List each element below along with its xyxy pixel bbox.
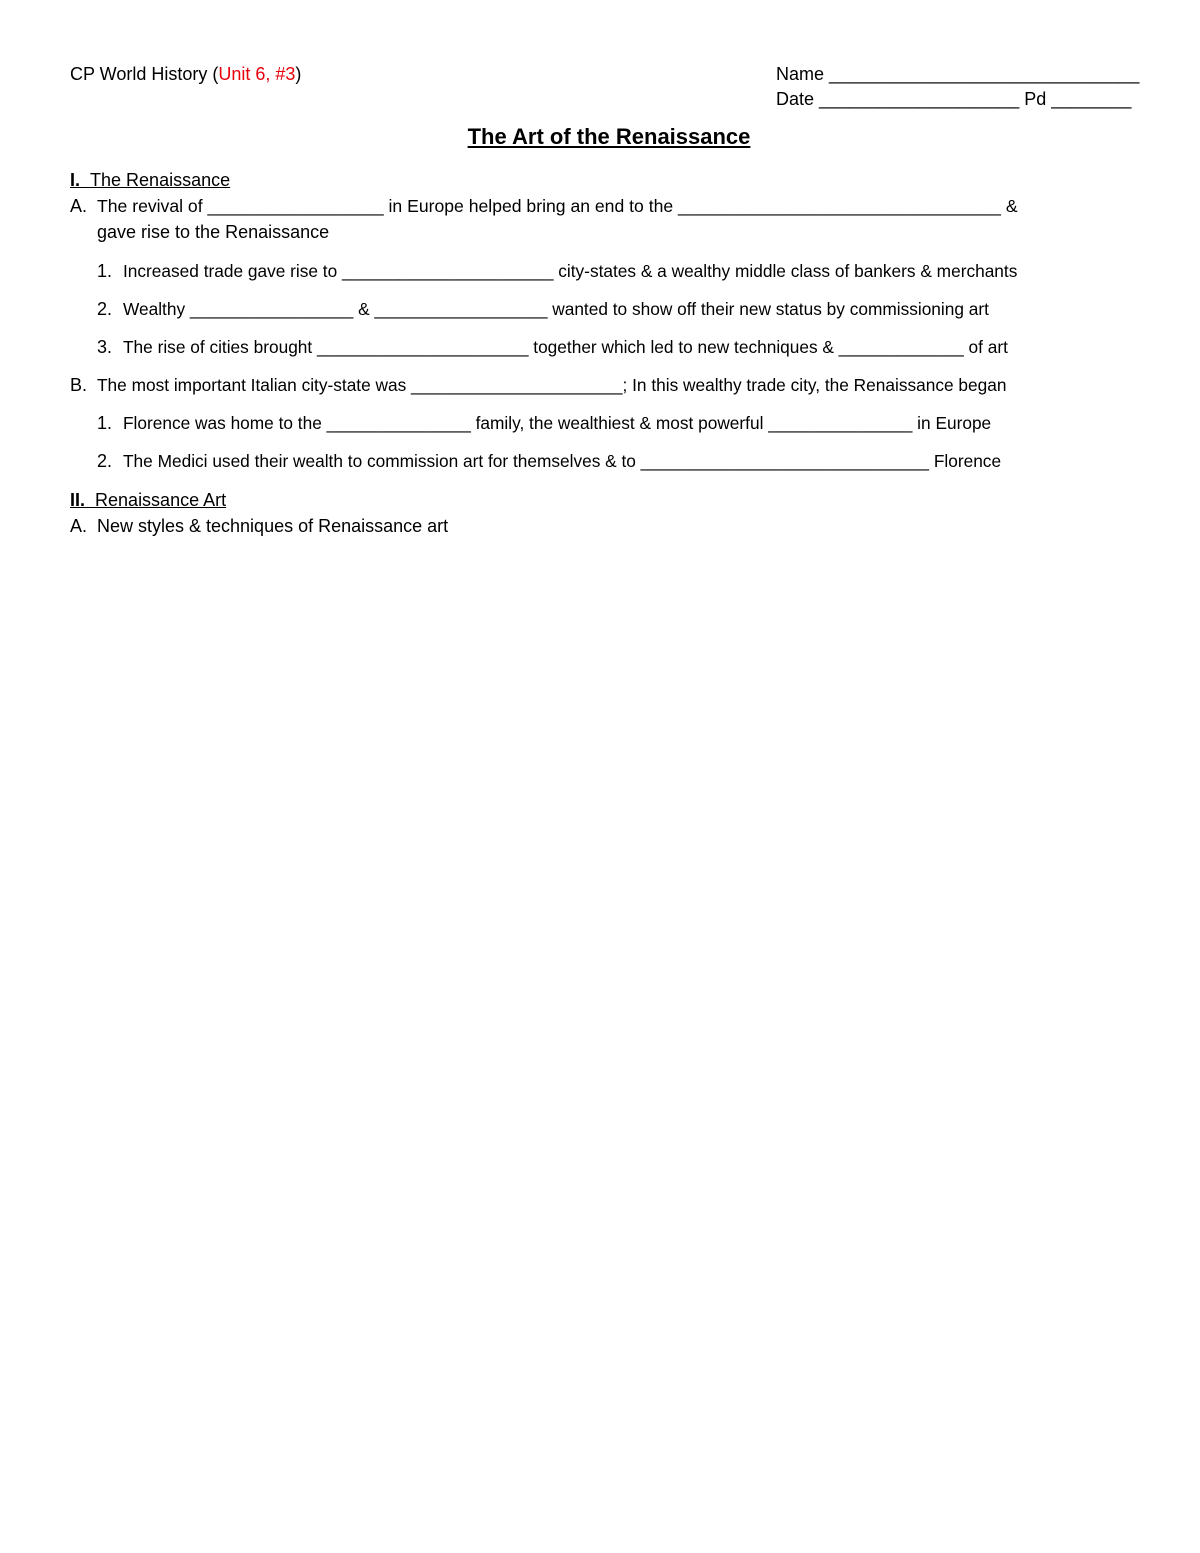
item-b1-marker: 1. <box>97 413 113 433</box>
item-a1-marker: 1. <box>97 261 113 281</box>
section-2-a-line: New styles & techniques of Renaissance art <box>97 516 449 536</box>
name-field: Name _______________________________ <box>776 64 1140 84</box>
item-a3-text: The rise of cities brought ______________________ together which led to new techniques & _____________ of art <box>123 337 1008 357</box>
item-b-marker: B. <box>70 375 88 395</box>
date-pd-field: Date ____________________ Pd ________ <box>776 89 1132 109</box>
section-2-a-marker: A. <box>70 516 88 536</box>
item-b2-text: The Medici used their wealth to commission art for themselves & to ______________________________ Florence <box>123 451 1002 471</box>
page-title: The Art of the Renaissance <box>467 124 751 149</box>
item-a-line-2: gave rise to the Renaissance <box>97 222 330 242</box>
item-a1-text: Increased trade gave rise to ______________________ city-states & a wealthy middle class of bankers & merchants <box>123 261 1018 281</box>
item-a-marker: A. <box>70 196 88 216</box>
course-prefix: CP World History ( <box>70 64 219 84</box>
item-b2-marker: 2. <box>97 451 113 471</box>
item-a2-text: Wealthy _________________ & __________________ wanted to show off their new status by commissioning art <box>123 299 989 319</box>
section-2-numeral: II. <box>70 490 86 510</box>
section-2-heading <box>70 490 226 510</box>
course-label <box>70 64 301 84</box>
section-2-title: Renaissance Art <box>95 490 227 510</box>
course-suffix: ) <box>295 64 302 84</box>
item-b1-text: Florence was home to the _______________ family, the wealthiest & most powerful _______________ in Europe <box>123 413 992 433</box>
section-1-heading <box>70 170 230 190</box>
item-a3-marker: 3. <box>97 337 113 357</box>
section-1-numeral: I. <box>70 170 81 190</box>
item-a-line-1: The revival of __________________ in Europe helped bring an end to the _________________________________ & <box>97 196 1018 216</box>
item-b-line: The most important Italian city-state was ______________________; In this wealthy trade city, the Renaissance began <box>97 375 1007 395</box>
unit-label: Unit 6, #3 <box>218 64 296 84</box>
section-1-title: The Renaissance <box>90 170 231 190</box>
item-a2-marker: 2. <box>97 299 113 319</box>
